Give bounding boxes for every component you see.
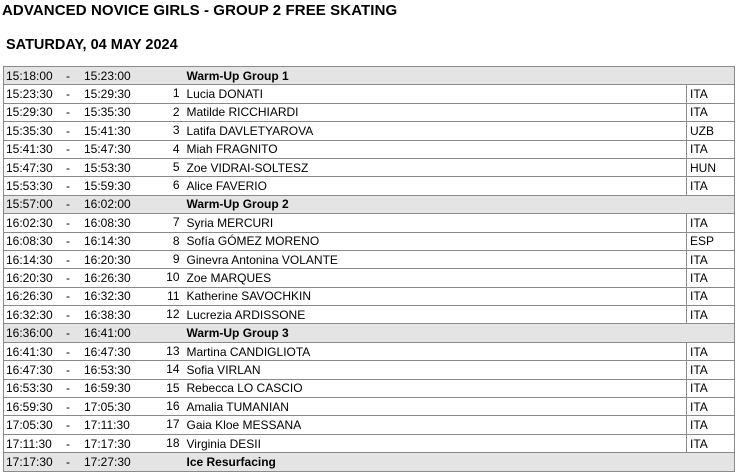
start-time: 17:17:30 (6, 454, 53, 469)
time-separator: - (66, 160, 70, 175)
time-separator: - (66, 234, 70, 249)
time-cell (4, 67, 184, 85)
nation-code: ITA (687, 85, 735, 103)
skater-name: Gaia Kloe MESSANA (186, 418, 302, 433)
end-time: 15:41:30 (84, 123, 131, 138)
nation-code: HUN (687, 158, 735, 176)
time-separator: - (66, 454, 70, 469)
time-separator: - (66, 252, 70, 267)
nation-code: ITA (687, 287, 735, 305)
start-time: 16:41:30 (6, 344, 53, 359)
nation-code: ITA (687, 269, 735, 287)
start-number: 3 (172, 123, 180, 138)
start-time: 15:35:30 (6, 123, 53, 138)
skater-row (4, 122, 735, 140)
start-time: 16:36:00 (6, 326, 53, 341)
group-row (4, 453, 735, 471)
skater-row (4, 177, 735, 195)
end-time: 16:02:00 (84, 197, 131, 212)
start-number: 14 (166, 362, 180, 377)
nation-code: ITA (687, 177, 735, 195)
nation-code: UZB (687, 122, 735, 140)
start-number: 1 (172, 86, 180, 101)
start-time: 17:05:30 (6, 418, 53, 433)
start-number: 5 (172, 159, 180, 174)
skater-row (4, 85, 735, 103)
skater-name: Sofía GÓMEZ MORENO (186, 234, 320, 249)
start-time: 15:29:30 (6, 105, 53, 120)
start-time: 16:53:30 (6, 381, 53, 396)
skater-row (4, 214, 735, 232)
end-time: 16:38:30 (84, 307, 131, 322)
time-separator: - (66, 399, 70, 414)
start-time: 15:47:30 (6, 160, 53, 175)
nation-code: ITA (687, 103, 735, 121)
start-time: 15:53:30 (6, 179, 53, 194)
skater-name: Virginia DESII (186, 436, 261, 451)
time-cell (4, 453, 184, 471)
time-separator: - (66, 142, 70, 157)
skater-name: Lucrezia ARDISSONE (186, 307, 306, 322)
time-separator: - (66, 215, 70, 230)
time-separator: - (66, 123, 70, 138)
skater-row (4, 140, 735, 158)
start-time: 15:57:00 (6, 197, 53, 212)
end-time: 15:23:00 (84, 68, 131, 83)
skater-name: Martina CANDIGLIOTA (186, 344, 311, 359)
start-time: 16:14:30 (6, 252, 53, 267)
start-time: 16:32:30 (6, 307, 53, 322)
group-row (4, 195, 735, 213)
end-time: 16:59:30 (84, 381, 131, 396)
skater-name: Lucia DONATI (186, 87, 263, 102)
skater-row (4, 342, 735, 360)
start-number: 18 (166, 435, 180, 450)
start-number: 10 (166, 270, 180, 285)
end-time: 15:35:30 (84, 105, 131, 120)
time-separator: - (66, 436, 70, 451)
start-number: 13 (166, 343, 180, 358)
nation-code: ITA (687, 398, 735, 416)
start-number: 7 (172, 215, 180, 230)
schedule-date: SATURDAY, 04 MAY 2024 (6, 37, 178, 53)
start-time: 15:18:00 (6, 68, 53, 83)
skater-name: Matilde RICCHIARDI (186, 105, 299, 120)
end-time: 15:29:30 (84, 87, 131, 102)
time-separator: - (66, 197, 70, 212)
skater-name: Latifa DAVLETYAROVA (186, 123, 314, 138)
skater-name: Ginevra Antonina VOLANTE (186, 252, 338, 267)
skater-row (4, 269, 735, 287)
skater-name: Sofia VIRLAN (186, 362, 261, 377)
start-number: 2 (172, 104, 180, 119)
skater-name: Syria MERCURI (186, 215, 274, 230)
end-time: 15:47:30 (84, 142, 131, 157)
group-row (4, 324, 735, 342)
end-time: 16:20:30 (84, 252, 131, 267)
end-time: 17:17:30 (84, 436, 131, 451)
group-label: Warm-Up Group 1 (186, 68, 289, 83)
nation-code: ITA (687, 250, 735, 268)
group-label: Warm-Up Group 3 (186, 326, 289, 341)
group-row (4, 67, 735, 85)
start-number: 15 (166, 380, 180, 395)
nation-code: ITA (687, 379, 735, 397)
skater-name: Miah FRAGNITO (186, 142, 278, 157)
end-time: 17:27:30 (84, 454, 131, 469)
start-number: 12 (166, 307, 180, 322)
start-time: 16:47:30 (6, 362, 53, 377)
skater-name: Zoe MARQUES (186, 270, 272, 285)
start-number: 16 (166, 399, 180, 414)
start-time: 16:08:30 (6, 234, 53, 249)
nation-code: ITA (687, 342, 735, 360)
start-number: 11 (167, 288, 180, 303)
skater-name: Zoe VIDRAI-SOLTESZ (186, 160, 309, 175)
start-time: 16:20:30 (6, 270, 53, 285)
end-time: 16:47:30 (84, 344, 131, 359)
end-time: 17:11:30 (84, 418, 130, 433)
time-separator: - (66, 105, 70, 120)
start-number: 8 (172, 233, 180, 248)
end-time: 16:53:30 (84, 362, 131, 377)
time-separator: - (66, 326, 70, 341)
time-separator: - (66, 381, 70, 396)
nation-code: ITA (687, 416, 735, 434)
end-time: 17:05:30 (84, 399, 131, 414)
nation-code: ITA (687, 434, 735, 452)
start-number: 9 (172, 251, 180, 266)
time-separator: - (66, 179, 70, 194)
schedule-table (3, 66, 735, 472)
time-separator: - (66, 344, 70, 359)
start-time: 15:41:30 (6, 142, 53, 157)
time-separator: - (66, 87, 70, 102)
time-separator: - (66, 307, 70, 322)
skater-row (4, 416, 735, 434)
document-title: ADVANCED NOVICE GIRLS - GROUP 2 FREE SKATING (2, 2, 398, 19)
start-time: 16:59:30 (6, 399, 53, 414)
nation-code: ITA (687, 214, 735, 232)
nation-code: ITA (687, 306, 735, 324)
start-time: 17:11:30 (6, 436, 52, 451)
skater-name: Alice FAVERIO (186, 179, 267, 194)
end-time: 15:59:30 (84, 179, 131, 194)
skater-row (4, 250, 735, 268)
nation-code: ITA (687, 140, 735, 158)
start-number: 17 (166, 417, 180, 432)
skater-row (4, 361, 735, 379)
end-time: 16:14:30 (84, 234, 131, 249)
time-separator: - (66, 289, 70, 304)
skater-name: Amalia TUMANIAN (186, 399, 289, 414)
time-separator: - (66, 270, 70, 285)
time-separator: - (66, 68, 70, 83)
skater-row (4, 379, 735, 397)
start-time: 16:26:30 (6, 289, 53, 304)
time-separator: - (66, 362, 70, 377)
time-cell (4, 195, 184, 213)
skater-row (4, 232, 735, 250)
start-number: 4 (172, 141, 180, 156)
end-time: 16:26:30 (84, 270, 131, 285)
skater-row (4, 103, 735, 121)
start-time: 16:02:30 (6, 215, 53, 230)
end-time: 16:41:00 (84, 326, 131, 341)
group-label: Warm-Up Group 2 (186, 197, 289, 212)
skater-name: Katherine SAVOCHKIN (186, 289, 311, 304)
start-time: 15:23:30 (6, 87, 53, 102)
time-separator: - (66, 418, 70, 433)
skater-row (4, 287, 735, 305)
end-time: 16:32:30 (84, 289, 131, 304)
skater-row (4, 158, 735, 176)
time-cell (4, 324, 184, 342)
nation-code: ESP (687, 232, 735, 250)
skater-row (4, 398, 735, 416)
end-time: 15:53:30 (84, 160, 131, 175)
start-number: 6 (172, 178, 180, 193)
skater-name: Rebecca LO CASCIO (186, 381, 303, 396)
skater-row (4, 434, 735, 452)
skater-row (4, 306, 735, 324)
group-label: Ice Resurfacing (186, 454, 276, 469)
end-time: 16:08:30 (84, 215, 131, 230)
nation-code: ITA (687, 361, 735, 379)
